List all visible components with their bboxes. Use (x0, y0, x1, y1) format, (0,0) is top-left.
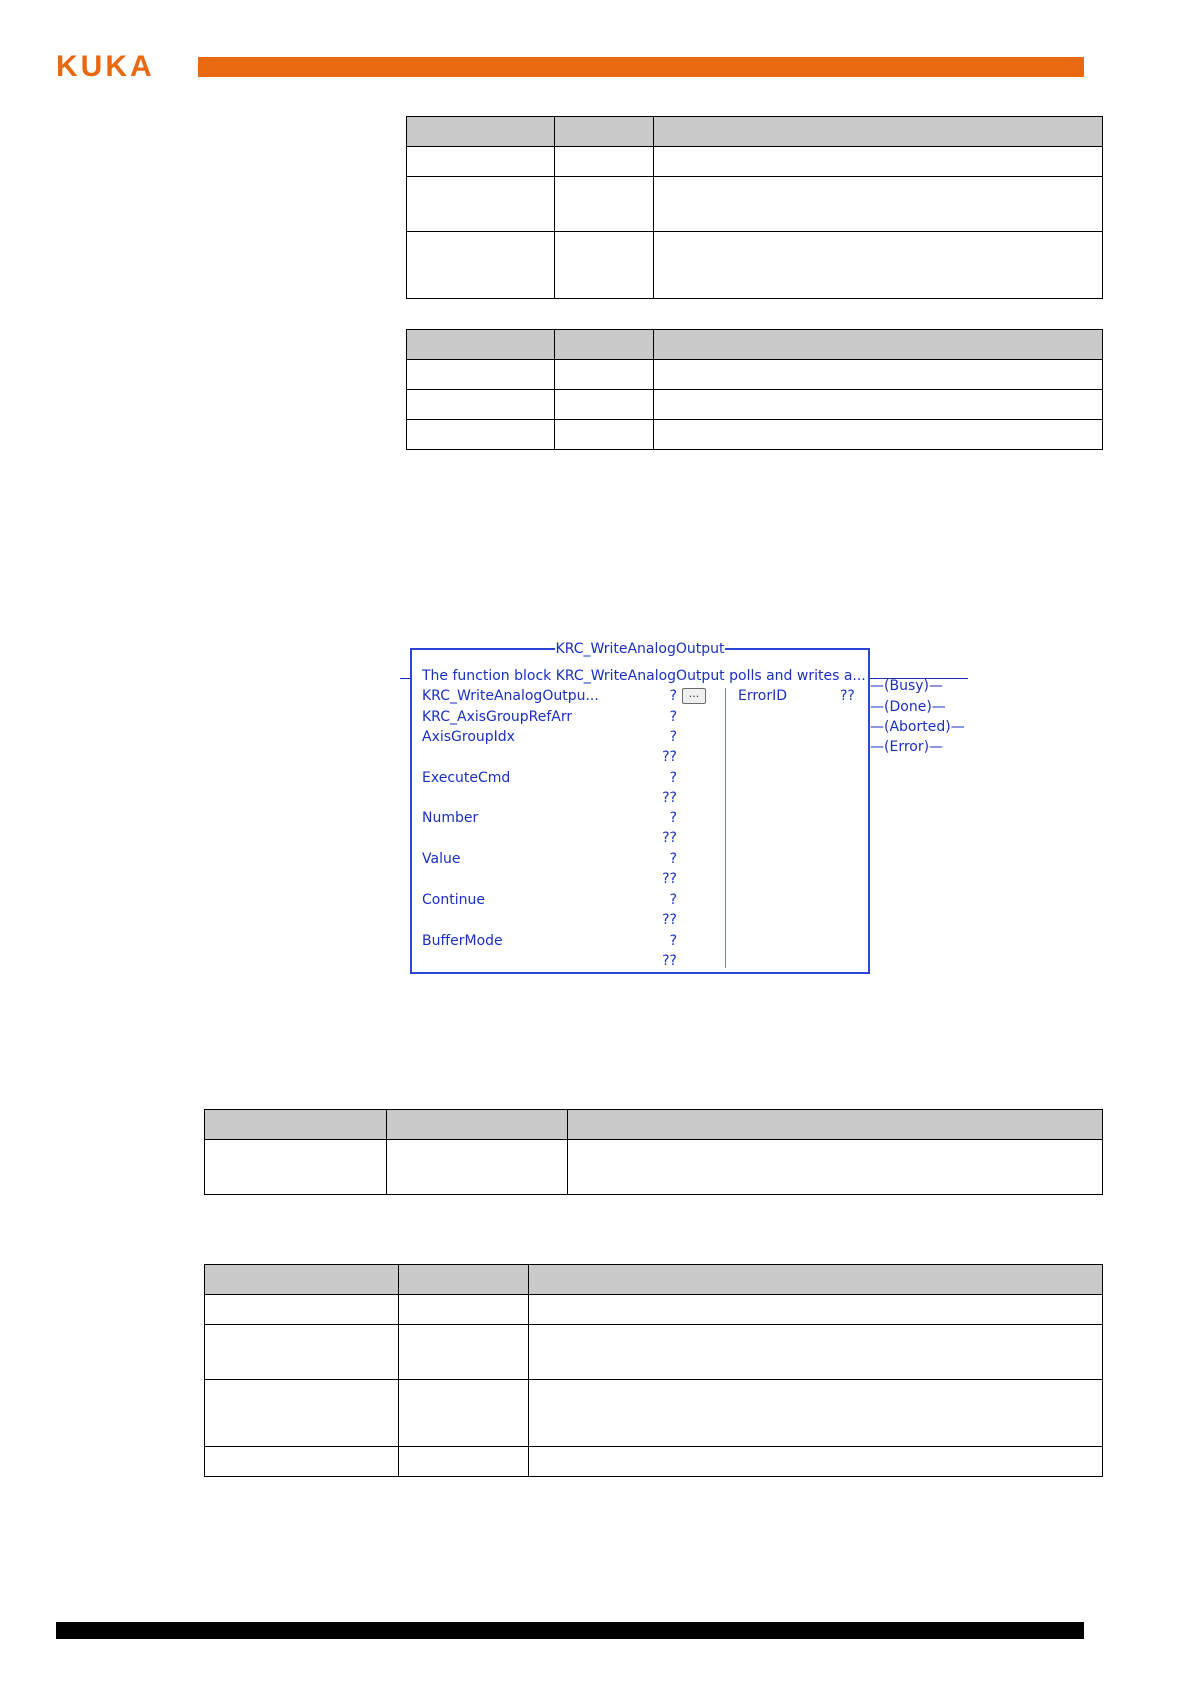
input-name[interactable]: KRC_WriteAnalogOutpu... (422, 688, 599, 704)
table-3 (204, 1109, 1103, 1195)
coil-done[interactable]: —(Done)— (870, 699, 946, 715)
input-name[interactable]: Value (422, 851, 461, 867)
output-value: ?? (840, 688, 855, 704)
input-name[interactable]: Continue (422, 892, 485, 908)
table-header-row (407, 330, 1103, 360)
input-value[interactable]: ? (669, 770, 677, 786)
input-value[interactable]: ? (669, 851, 677, 867)
table-row (205, 1140, 1103, 1195)
function-block-divider (725, 688, 726, 968)
footer-bar (56, 1622, 1084, 1639)
table-1 (406, 116, 1103, 299)
input-sub-value: ?? (662, 790, 677, 806)
input-sub-value: ?? (662, 912, 677, 928)
input-value[interactable]: ? (669, 933, 677, 949)
input-name[interactable]: BufferMode (422, 933, 503, 949)
input-sub-value: ?? (662, 749, 677, 765)
coil-busy[interactable]: —(Busy)— (870, 678, 943, 694)
kuka-logo: KUKA (56, 50, 155, 83)
input-line-left (400, 678, 410, 679)
table-2 (406, 329, 1103, 450)
input-sub-value: ?? (662, 953, 677, 969)
table-header-row (205, 1265, 1103, 1295)
ellipsis-button[interactable]: ... (682, 688, 706, 704)
table-row (205, 1325, 1103, 1380)
table-header-row (407, 117, 1103, 147)
table-header-row (205, 1110, 1103, 1140)
table-row (205, 1380, 1103, 1447)
function-block-box (410, 641, 870, 974)
table-row (407, 390, 1103, 420)
table-4 (204, 1264, 1103, 1477)
function-block-title: KRC_WriteAnalogOutput (555, 641, 725, 657)
input-name[interactable]: AxisGroupIdx (422, 729, 515, 745)
table-row (205, 1447, 1103, 1477)
input-value[interactable]: ? (669, 729, 677, 745)
table-row (407, 177, 1103, 232)
input-sub-value: ?? (662, 830, 677, 846)
function-block-diagram (400, 640, 980, 980)
table-row (407, 147, 1103, 177)
table-row (407, 232, 1103, 299)
table-row (407, 420, 1103, 450)
function-block-description: The function block KRC_WriteAnalogOutput polls and writes a... (422, 668, 866, 684)
coil-error[interactable]: —(Error)— (870, 739, 944, 755)
input-value[interactable]: ? (669, 709, 677, 725)
table-row (205, 1295, 1103, 1325)
coil-label: Done (889, 699, 927, 715)
coil-label: Aborted (889, 719, 946, 735)
input-value[interactable]: ? (669, 810, 677, 826)
input-value[interactable]: ? (669, 688, 677, 704)
coil-label: Error (889, 739, 924, 755)
coil-label: Busy (889, 678, 924, 694)
input-value[interactable]: ? (669, 892, 677, 908)
header-accent-bar (198, 57, 1084, 77)
output-name: ErrorID (738, 688, 788, 704)
coil-aborted[interactable]: —(Aborted)— (870, 719, 965, 735)
input-name[interactable]: KRC_AxisGroupRefArr (422, 709, 573, 725)
table-row (407, 360, 1103, 390)
input-name[interactable]: ExecuteCmd (422, 770, 511, 786)
input-name[interactable]: Number (422, 810, 479, 826)
input-sub-value: ?? (662, 871, 677, 887)
